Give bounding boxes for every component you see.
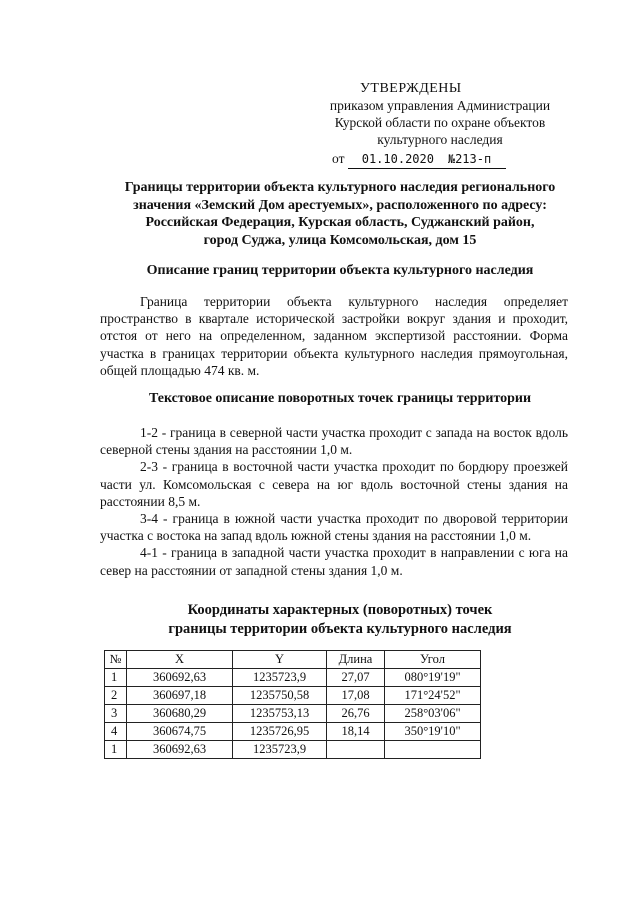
cell-y: 1235723,9 [233, 669, 327, 687]
cell-y: 1235726,95 [233, 723, 327, 741]
point-1-2: 1-2 - граница в северной части участка проходит с запада на восток вдоль северной стены здания на расстоянии 1,0 м. [100, 425, 568, 458]
cell-angle: 350°19'10" [385, 723, 481, 741]
cell-y: 1235723,9 [233, 741, 327, 759]
points-heading: Текстовое описание поворотных точек границы территории [148, 391, 532, 406]
title-line-4: город Суджа, улица Комсомольская, дом 15 [203, 232, 477, 248]
cell-number: 1 [105, 669, 127, 687]
description-text [100, 293, 568, 379]
col-header-length: Длина [327, 651, 385, 669]
cell-number: 3 [105, 705, 127, 723]
cell-angle [385, 741, 481, 759]
point-2-3: 2-3 - граница в восточной части участка проходит по бордюру проезжей части ул. Комсомольская с севера на юг вдоль восточной стены здания на расстоянии 8,5 м. [100, 459, 568, 509]
coordinates-heading [130, 601, 550, 639]
cell-x: 360692,63 [127, 741, 233, 759]
col-header-number: № [105, 651, 127, 669]
approval-date-line [332, 150, 580, 169]
cell-number: 2 [105, 687, 127, 705]
date-prefix: от [332, 151, 345, 166]
cell-angle: 080°19'19" [385, 669, 481, 687]
cell-length [327, 741, 385, 759]
table-row [105, 669, 481, 687]
points-text [100, 424, 568, 579]
col-header-x: X [127, 651, 233, 669]
cell-angle: 258°03'06" [385, 705, 481, 723]
approval-line-2: Курской области по охране объектов [334, 115, 546, 130]
cell-length: 26,76 [327, 705, 385, 723]
cell-y: 1235753,13 [233, 705, 327, 723]
cell-x: 360692,63 [127, 669, 233, 687]
approval-block [300, 80, 580, 169]
point-3-4: 3-4 - граница в южной части участка проходит по дворовой территории участка с востока на запад вдоль южной стены здания на расстоянии 1,0 м. [100, 511, 568, 544]
description-paragraph: Граница территории объекта культурного наследия определяет пространство в квартале исторической застройки вокруг здания и проходит, отстоя от него на определенном, заданном экспертизой расстоянии. Форма участка в границах территории объекта культурного наследия прямоугольная, общей площадью 474 кв. м. [100, 294, 568, 378]
table-header-row [105, 651, 481, 669]
cell-number: 4 [105, 723, 127, 741]
document-title [100, 179, 580, 249]
table-row [105, 741, 481, 759]
approval-heading: УТВЕРЖДЕНЫ [360, 81, 462, 96]
cell-x: 360680,29 [127, 705, 233, 723]
col-header-y: Y [233, 651, 327, 669]
cell-x: 360674,75 [127, 723, 233, 741]
title-line-2: значения «Земский Дом арестуемых», расположенного по адресу: [133, 197, 547, 213]
coordinates-table [104, 650, 481, 759]
approval-line-3: культурного наследия [377, 132, 503, 147]
cell-length: 27,07 [327, 669, 385, 687]
cell-length: 18,14 [327, 723, 385, 741]
coordinates-heading-line-2: границы территории объекта культурного наследия [168, 621, 512, 637]
order-date: 01.10.2020 [348, 151, 448, 169]
title-line-3: Российская Федерация, Курская область, Суджанский район, [145, 215, 535, 230]
table-row [105, 687, 481, 705]
order-number: №213-п [448, 151, 506, 169]
table-row [105, 705, 481, 723]
cell-number: 1 [105, 741, 127, 759]
table-row [105, 723, 481, 741]
point-4-1: 4-1 - граница в западной части участка проходит в направлении с юга на север на расстоянии от западной стены здания 1,0 м. [100, 545, 568, 578]
cell-x: 360697,18 [127, 687, 233, 705]
coordinates-heading-line-1: Координаты характерных (поворотных) точек [187, 602, 493, 618]
cell-length: 17,08 [327, 687, 385, 705]
title-line-1: Границы территории объекта культурного наследия регионального [124, 180, 556, 195]
cell-y: 1235750,58 [233, 687, 327, 705]
col-header-angle: Угол [385, 651, 481, 669]
cell-angle: 171°24'52" [385, 687, 481, 705]
approval-line-1: приказом управления Администрации [329, 98, 551, 113]
description-heading: Описание границ территории объекта культурного наследия [146, 263, 534, 278]
